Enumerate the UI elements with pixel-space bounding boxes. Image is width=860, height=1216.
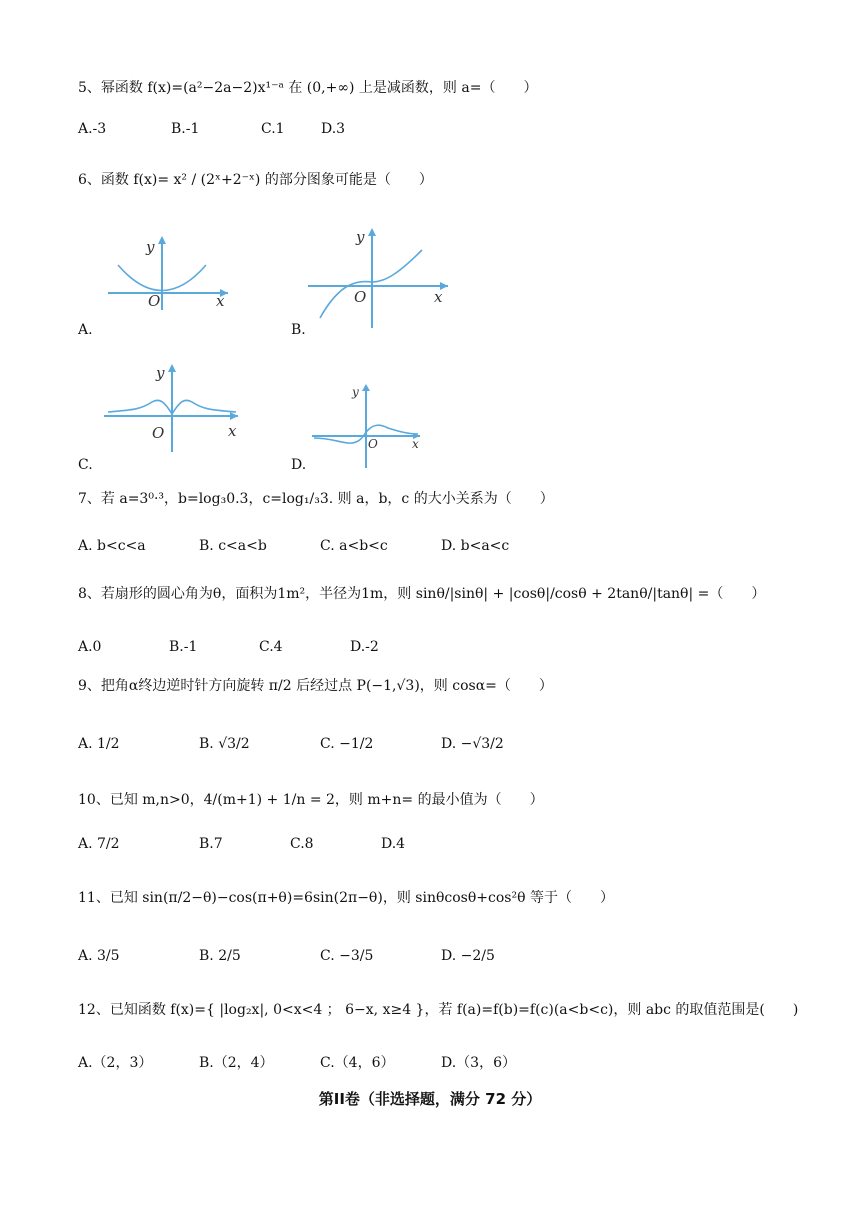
q12-option-b[interactable]: B.（2，4） [199,1055,274,1071]
q5-option-b[interactable]: B.-1 [171,121,200,137]
q8-option-b[interactable]: B.-1 [169,639,198,655]
q7-option-c[interactable]: C. a<b<c [320,538,388,554]
q11-option-c[interactable]: C. −3/5 [320,948,374,964]
q9-option-b[interactable]: B. √3/2 [199,736,250,752]
question-10-stem: 10、已知 m,n>0，4/(m+1) + 1/n = 2，则 m+n= 的最小值为（ ） [78,792,544,808]
q12-option-c[interactable]: C.（4，6） [320,1055,395,1071]
q8-option-a[interactable]: A.0 [78,639,102,655]
graph-b-x-label: x [434,288,443,306]
graph-d-x-label: x [412,437,419,451]
q8-option-c[interactable]: C.4 [259,639,283,655]
q6-graph-c [100,360,250,460]
question-9-stem: 9、把角α终边逆时针方向旋转 π/2 后经过点 P(−1,√3)，则 cosα=（ ） [78,678,553,694]
q6-graph-d [310,380,430,470]
graph-b-origin-label: O [354,288,367,306]
q6-option-d[interactable]: D. [291,457,307,473]
question-5-stem: 5、幂函数 f(x)=(a²−2a−2)x¹⁻ᵃ 在 (0,+∞) 上是减函数，则 a=（ ） [78,80,538,96]
q11-option-b[interactable]: B. 2/5 [199,948,241,964]
q8-option-d[interactable]: D.-2 [350,639,379,655]
q5-option-d[interactable]: D.3 [321,121,346,137]
q7-option-a[interactable]: A. b<c<a [78,538,146,554]
q6-option-c[interactable]: C. [78,457,93,473]
q10-option-c[interactable]: C.8 [290,836,314,852]
graph-d-origin-label: O [368,437,378,451]
q12-option-d[interactable]: D.（3，6） [441,1055,516,1071]
q10-option-b[interactable]: B.7 [199,836,223,852]
q6-option-a[interactable]: A. [78,322,93,338]
graph-d-y-label: y [352,385,359,399]
q10-option-a[interactable]: A. 7/2 [78,836,120,852]
q12-option-a[interactable]: A.（2，3） [78,1055,153,1071]
graph-c-origin-label: O [152,424,165,442]
graph-c-x-label: x [228,422,237,440]
graph-c-y-label: y [156,364,165,382]
q9-option-d[interactable]: D. −√3/2 [441,736,504,752]
q9-option-a[interactable]: A. 1/2 [78,736,120,752]
graph-a-y-label: y [146,238,155,256]
q7-option-b[interactable]: B. c<a<b [199,538,267,554]
question-6-stem: 6、函数 f(x)= x² / (2ˣ+2⁻ˣ) 的部分图象可能是（ ） [78,172,433,188]
q10-option-d[interactable]: D.4 [381,836,406,852]
question-7-stem: 7、若 a=3⁰·³，b=log₃0.3，c=log₁/₃3. 则 a，b，c 的大小关系为（ ） [78,491,554,507]
graph-a-origin-label: O [148,292,161,310]
question-8-stem: 8、若扇形的圆心角为θ，面积为1m²，半径为1m，则 sinθ/|sinθ| + |cosθ|/cosθ + 2tanθ/|tanθ| =（ ） [78,586,766,602]
graph-b-y-label: y [356,228,365,246]
q9-option-c[interactable]: C. −1/2 [320,736,374,752]
question-11-stem: 11、已知 sin(π/2−θ)−cos(π+θ)=6sin(2π−θ)，则 sinθcosθ+cos²θ 等于（ ） [78,890,614,906]
q6-graph-a [100,232,240,312]
q6-graph-b [300,222,460,332]
graph-a-x-label: x [216,292,225,310]
q6-option-b[interactable]: B. [291,322,306,338]
question-12-stem: 12、已知函数 f(x)={ |log₂x|, 0<x<4 ； 6−x, x≥4 }，若 f(a)=f(b)=f(c)(a<b<c)，则 abc 的取值范围是( ) [78,1002,799,1018]
q5-option-c[interactable]: C.1 [261,121,285,137]
section-title: 第II卷（非选择题，满分 72 分） [318,1090,542,1108]
q11-option-d[interactable]: D. −2/5 [441,948,495,964]
q11-option-a[interactable]: A. 3/5 [78,948,120,964]
q5-option-a[interactable]: A.-3 [78,121,107,137]
q7-option-d[interactable]: D. b<a<c [441,538,510,554]
